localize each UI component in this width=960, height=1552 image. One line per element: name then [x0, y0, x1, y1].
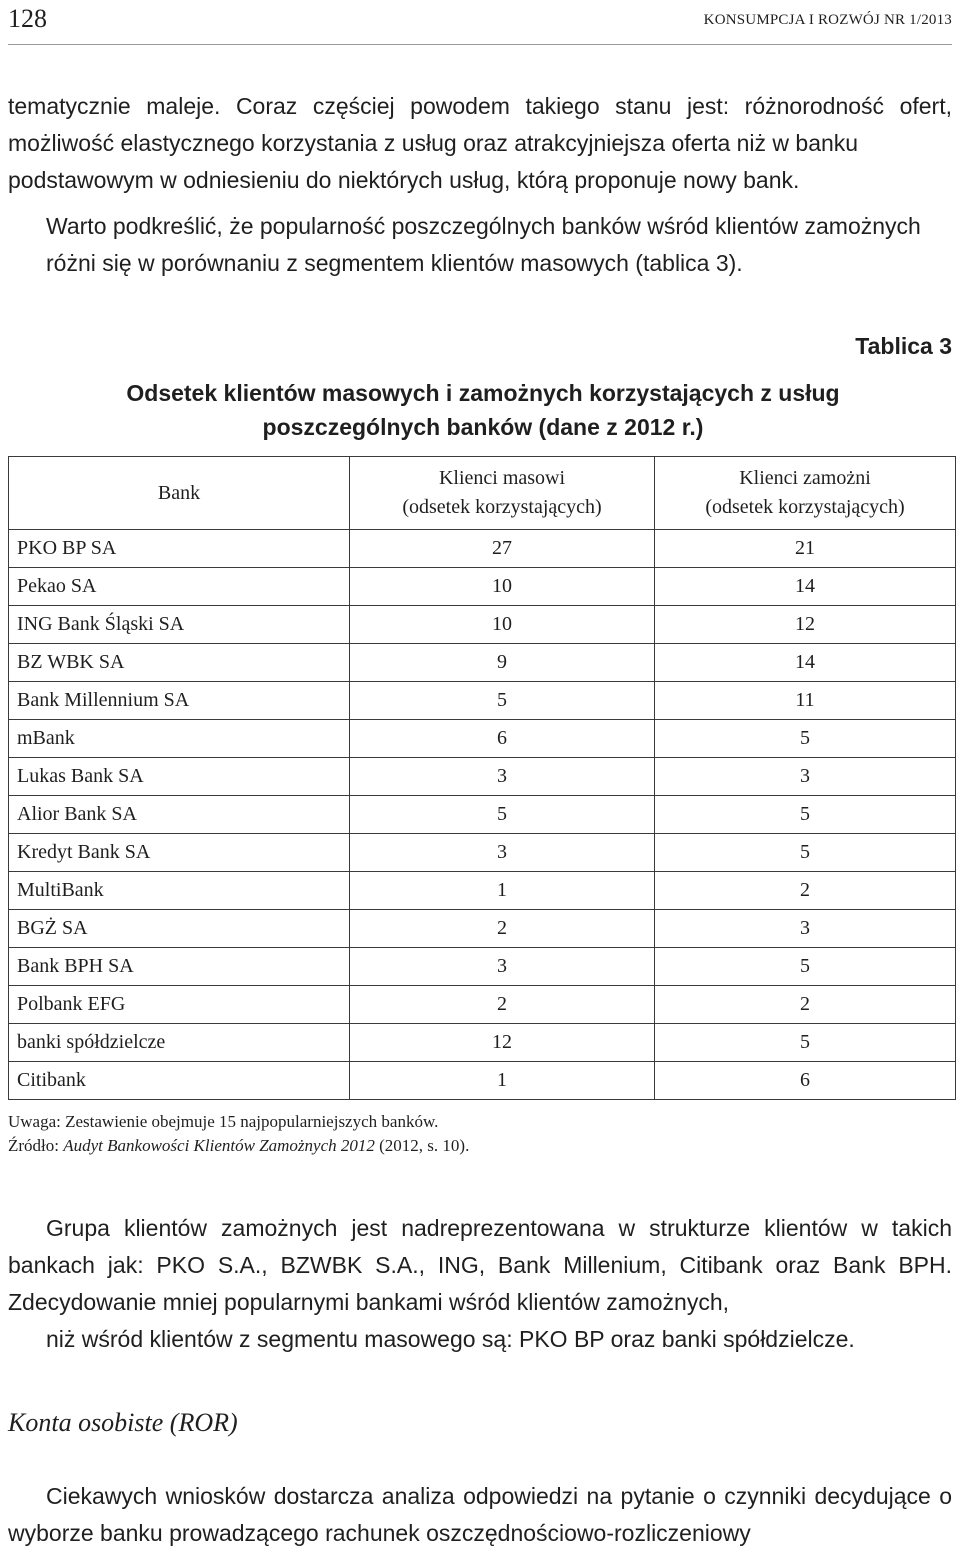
cell-mass: 3 [350, 834, 655, 872]
table-source: Źródło: Audyt Bankowości Klientów Zamożnych 2012 (2012, s. 10). [8, 1136, 470, 1155]
cell-affluent: 5 [655, 1024, 956, 1062]
cell-bank: MultiBank [9, 872, 350, 910]
cell-mass: 1 [350, 1062, 655, 1100]
table-row [9, 872, 956, 910]
running-header [8, 0, 952, 44]
cell-bank: ING Bank Śląski SA [9, 606, 350, 644]
table-label: Tablica 3 [855, 333, 952, 359]
table-row [9, 682, 956, 720]
cell-affluent: 2 [655, 986, 956, 1024]
cell-affluent: 5 [655, 720, 956, 758]
table-row [9, 568, 956, 606]
cell-bank: BGŻ SA [9, 910, 350, 948]
cell-mass: 5 [350, 682, 655, 720]
column-header-affluent-line1: Klienci zamożni [739, 467, 871, 489]
table-row [9, 796, 956, 834]
table-row [9, 720, 956, 758]
cell-affluent: 14 [655, 568, 956, 606]
table-row [9, 948, 956, 986]
paragraph-4: Ciekawych wniosków dostarcza analiza odpowiedzi na pytanie o czynniki decydujące o wyborze banku prowadzącego rachunek oszczędnościowo-rozliczeniowy [8, 1483, 952, 1546]
cell-bank: Alior Bank SA [9, 796, 350, 834]
table-row [9, 1024, 956, 1062]
table-row [9, 834, 956, 872]
page-number: 128 [8, 4, 47, 33]
column-header-mass-line1: Klienci masowi [438, 467, 566, 489]
cell-affluent: 12 [655, 606, 956, 644]
header-divider [8, 44, 952, 45]
cell-mass: 6 [350, 720, 655, 758]
cell-affluent: 2 [655, 872, 956, 910]
column-header-mass [350, 457, 655, 530]
table-header-row [9, 457, 956, 530]
table-note: Uwaga: Zestawienie obejmuje 15 najpopularniejszych banków. [8, 1112, 439, 1131]
cell-bank: Citibank [9, 1062, 350, 1100]
cell-mass: 2 [350, 986, 655, 1024]
cell-affluent: 3 [655, 758, 956, 796]
cell-bank: Bank BPH SA [9, 948, 350, 986]
column-header-bank: Bank [9, 457, 350, 530]
table-row [9, 606, 956, 644]
table-row [9, 1062, 956, 1100]
table-title: Odsetek klientów masowych i zamożnych korzystających z usług poszczególnych banków (dane z 2012 r.) [126, 380, 840, 440]
cell-affluent: 5 [655, 948, 956, 986]
cell-affluent: 6 [655, 1062, 956, 1100]
column-header-affluent-line2: (odsetek korzystających) [705, 496, 905, 518]
paragraph-3-body: Grupa klientów zamożnych jest nadreprezentowana w strukturze klientów w takich bankach jak: PKO S.A., BZWBK S.A., ING, Bank Millenium, Citibank oraz Bank BPH. Zdecydowanie mniej popularnymi bankami wśród klientów zamożnych, [8, 1215, 952, 1315]
source-title: Audyt Bankowości Klientów Zamożnych 2012 [63, 1136, 375, 1155]
cell-affluent: 11 [655, 682, 956, 720]
cell-bank: mBank [9, 720, 350, 758]
table-row [9, 758, 956, 796]
table-row [9, 986, 956, 1024]
column-header-affluent [655, 457, 956, 530]
paragraph-1-body: tematycznie maleje. Coraz częściej powodem takiego stanu jest: różnorodność ofert, możliwość elastycznego korzystania z usług oraz atrakcyjniejsza oferta niż w banku [8, 93, 952, 156]
journal-title: KONSUMPCJA I ROZWÓJ NR 1/2013 [703, 12, 952, 28]
cell-affluent: 5 [655, 834, 956, 872]
cell-bank: BZ WBK SA [9, 644, 350, 682]
paragraph-3 [8, 1210, 952, 1358]
cell-mass: 12 [350, 1024, 655, 1062]
paragraph-1 [8, 88, 952, 199]
paragraph-2-body: Warto podkreślić, że popularność poszczególnych banków wśród klientów zamożnych [46, 213, 921, 239]
cell-bank: Polbank EFG [9, 986, 350, 1024]
cell-bank: Pekao SA [9, 568, 350, 606]
paragraph-2-last-line: różni się w porównaniu z segmentem klientów masowych (tablica 3). [46, 250, 743, 276]
cell-affluent: 3 [655, 910, 956, 948]
cell-affluent: 21 [655, 530, 956, 568]
cell-mass: 5 [350, 796, 655, 834]
table-row [9, 530, 956, 568]
paragraph-3-last-line: niż wśród klientów z segmentu masowego są: PKO BP oraz banki spółdzielcze. [46, 1326, 855, 1352]
cell-affluent: 14 [655, 644, 956, 682]
column-header-mass-line2: (odsetek korzystających) [402, 496, 602, 518]
table-notes [8, 1110, 469, 1158]
cell-mass: 9 [350, 644, 655, 682]
paragraph-2 [8, 208, 952, 282]
cell-mass: 2 [350, 910, 655, 948]
banks-table [8, 456, 956, 1100]
section-heading: Konta osobiste (ROR) [8, 1408, 238, 1437]
cell-bank: banki spółdzielcze [9, 1024, 350, 1062]
cell-mass: 10 [350, 606, 655, 644]
table-row [9, 644, 956, 682]
cell-mass: 10 [350, 568, 655, 606]
paragraph-1-last-line: podstawowym w odniesieniu do niektórych usług, którą proponuje nowy bank. [8, 167, 800, 193]
cell-affluent: 5 [655, 796, 956, 834]
cell-bank: Bank Millennium SA [9, 682, 350, 720]
cell-bank: Kredyt Bank SA [9, 834, 350, 872]
cell-mass: 3 [350, 948, 655, 986]
table-body [9, 530, 956, 1100]
cell-mass: 1 [350, 872, 655, 910]
cell-mass: 27 [350, 530, 655, 568]
cell-mass: 3 [350, 758, 655, 796]
table-row [9, 910, 956, 948]
cell-bank: PKO BP SA [9, 530, 350, 568]
cell-bank: Lukas Bank SA [9, 758, 350, 796]
